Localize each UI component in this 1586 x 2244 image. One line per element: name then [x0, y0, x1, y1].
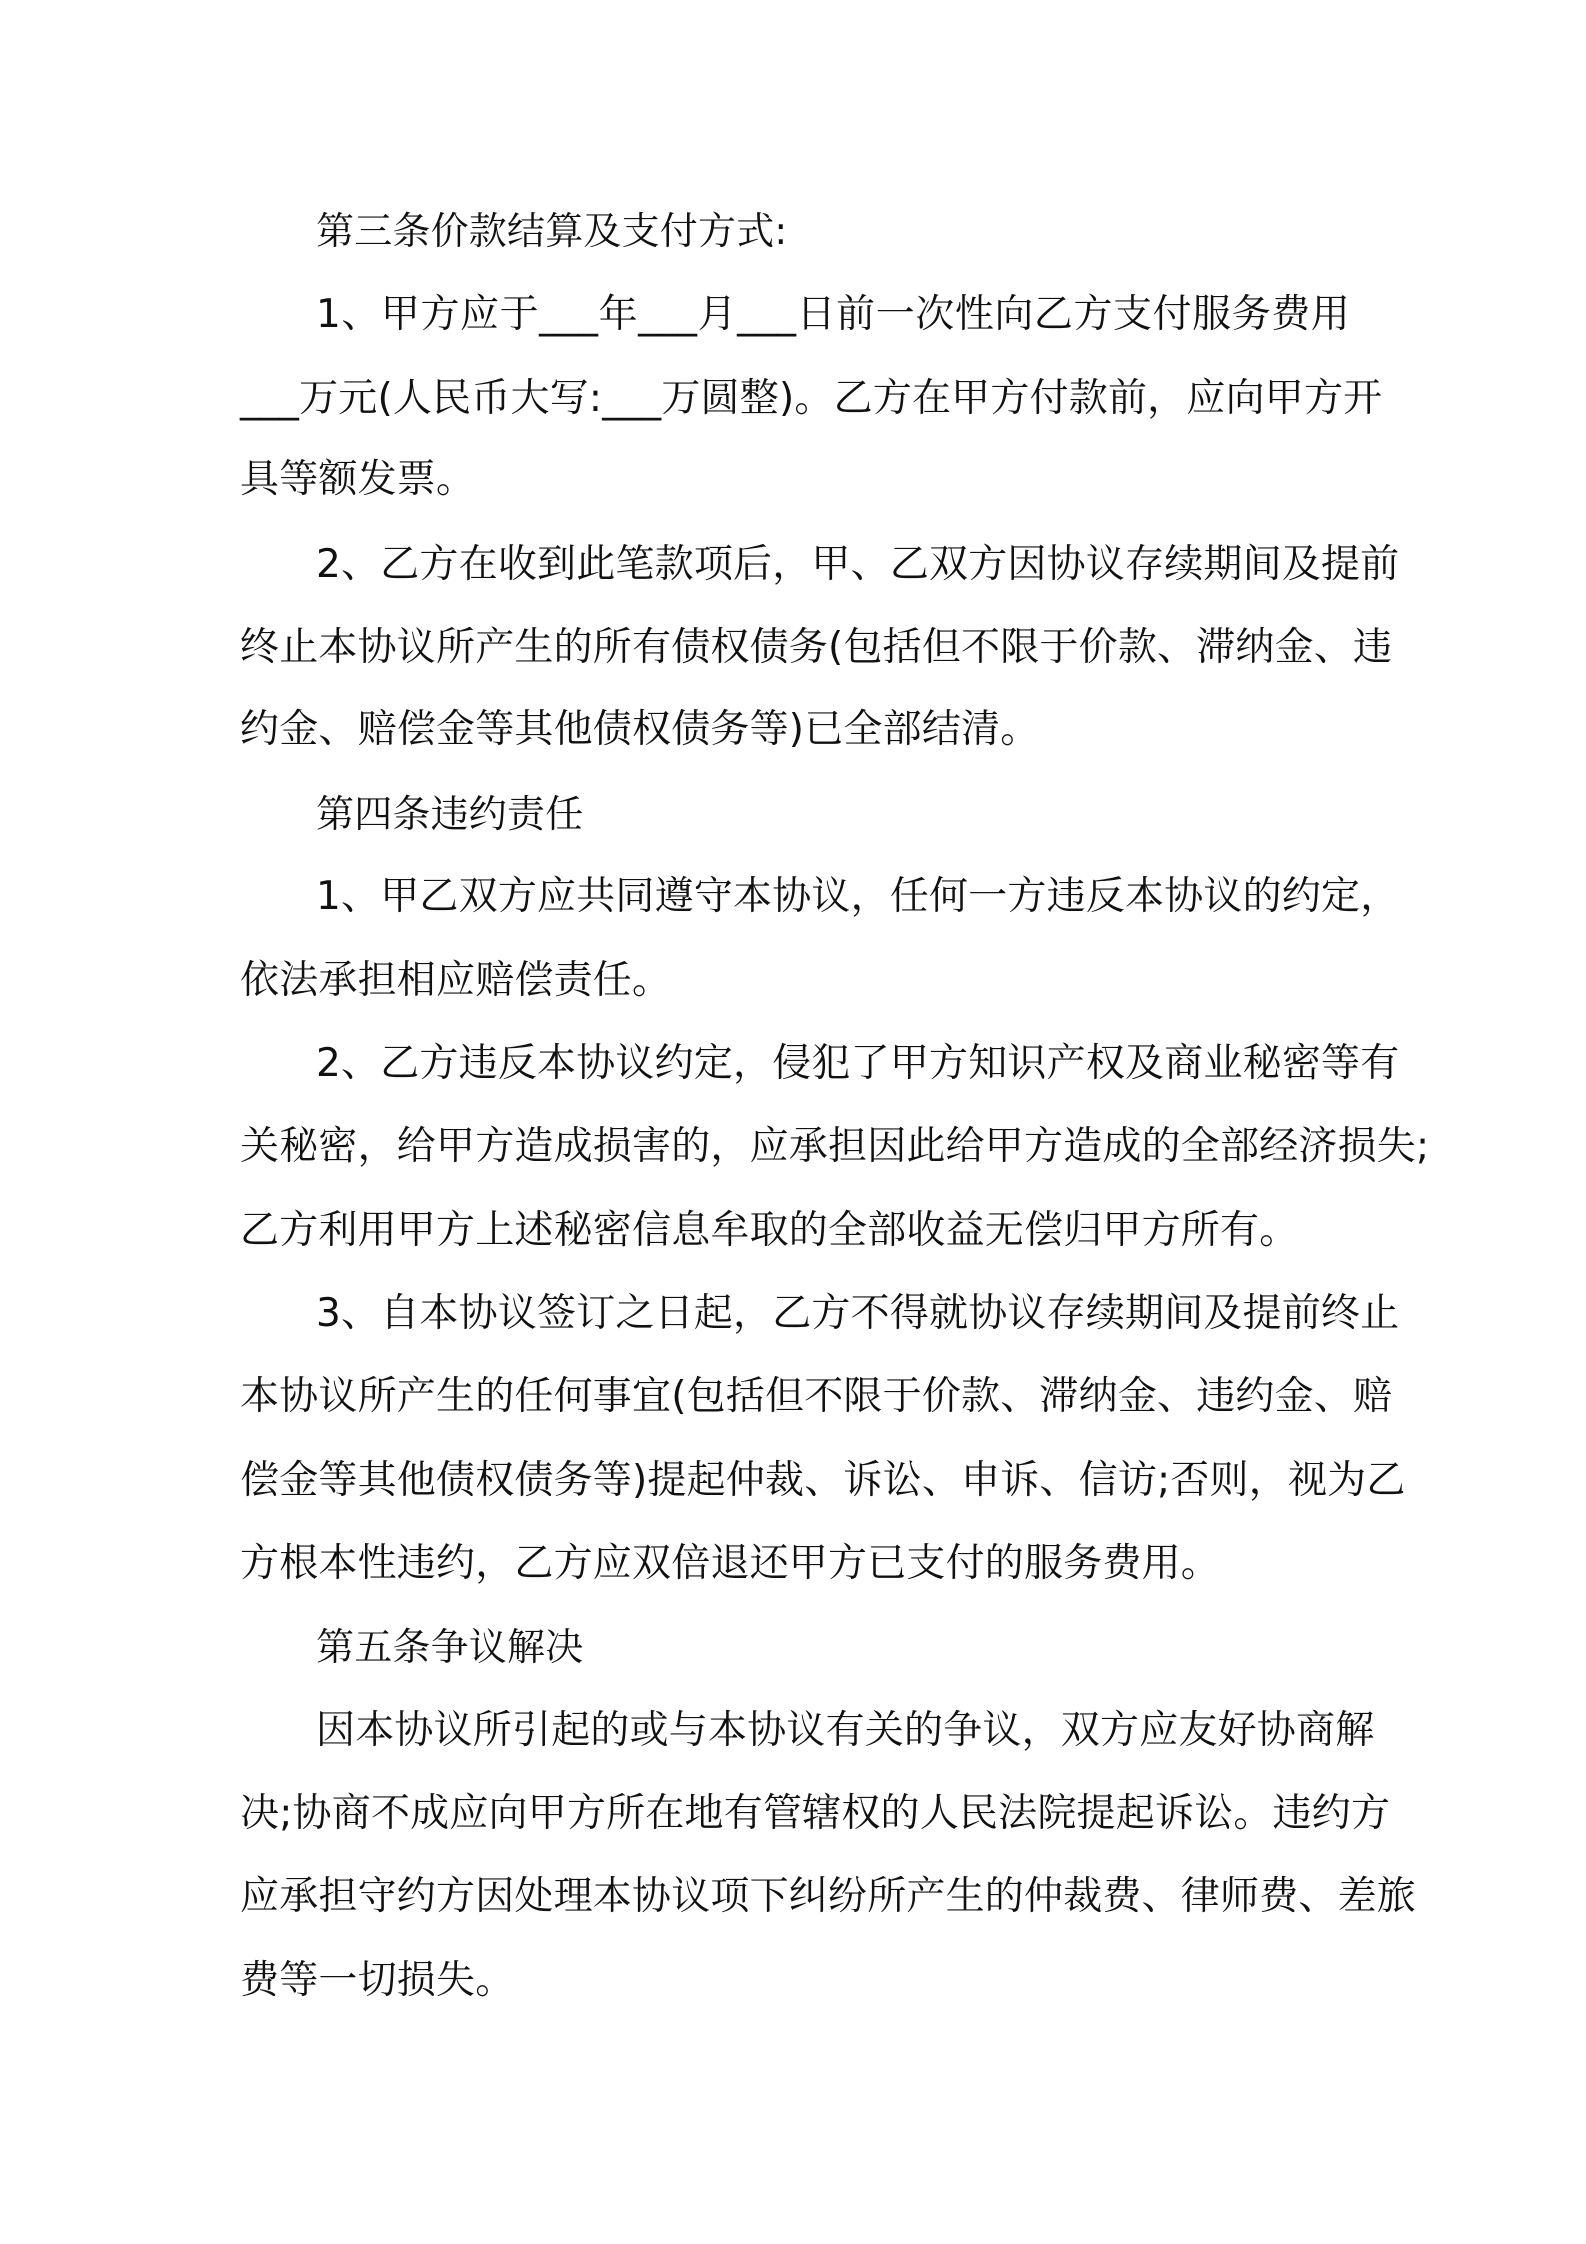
article-4-item-3-line-1: 3、自本协议签订之日起，乙方不得就协议存续期间及提前终止 — [316, 1291, 1400, 1336]
article-3-item-2-line-2: 终止本协议所产生的所有债权债务(包括但不限于价款、滞纳金、违 — [240, 625, 1393, 670]
article-5-body-line-3: 应承担守约方因处理本协议项下纠纷所产生的仲裁费、律师费、差旅 — [240, 1874, 1417, 1919]
article-4-heading: 第四条违约责任 — [316, 792, 584, 836]
article-3-item-1-line-1: 1、甲方应于___年___月___日前一次性向乙方支付服务费用 — [316, 292, 1350, 337]
article-4-item-2-line-1: 2、乙方违反本协议约定，侵犯了甲方知识产权及商业秘密等有 — [316, 1041, 1400, 1086]
article-5-body-line-2: 决;协商不成应向甲方所在地有管辖权的人民法院提起诉讼。违约方 — [240, 1791, 1391, 1836]
article-3-item-1-line-3: 具等额发票。 — [240, 457, 476, 502]
article-4-item-1-line-2: 依法承担相应赔偿责任。 — [240, 958, 672, 1003]
article-4-item-3-line-4: 方根本性违约，乙方应双倍退还甲方已支付的服务费用。 — [240, 1541, 1221, 1586]
article-5-heading: 第五条争议解决 — [316, 1625, 584, 1669]
article-4-item-3-line-2: 本协议所产生的任何事宜(包括但不限于价款、滞纳金、违约金、赔 — [240, 1374, 1393, 1419]
article-3-heading: 第三条价款结算及支付方式: — [316, 209, 788, 253]
article-3-item-2-line-1: 2、乙方在收到此笔款项后，甲、乙双方因协议存续期间及提前 — [316, 542, 1400, 587]
article-4-item-2-line-2: 关秘密，给甲方造成损害的，应承担因此给甲方造成的全部经济损失; — [240, 1124, 1430, 1169]
article-4-item-3-line-3: 偿金等其他债权债务等)提起仲裁、诉讼、申诉、信访;否则，视为乙 — [240, 1458, 1406, 1503]
article-3-item-1-line-2: ___万元(人民币大写:___万圆整)。乙方在甲方付款前，应向甲方开 — [240, 376, 1383, 421]
article-5-body-line-4: 费等一切损失。 — [240, 1958, 515, 2003]
article-4-item-1-line-1: 1、甲乙双方应共同遵守本协议，任何一方违反本协议的约定， — [316, 874, 1400, 919]
article-5-body-line-1: 因本协议所引起的或与本协议有关的争议，双方应友好协商解 — [316, 1708, 1375, 1753]
article-4-item-2-line-3: 乙方利用甲方上述秘密信息牟取的全部收益无偿归甲方所有。 — [240, 1208, 1299, 1253]
article-3-item-2-line-3: 约金、赔偿金等其他债权债务等)已全部结清。 — [240, 707, 1040, 752]
